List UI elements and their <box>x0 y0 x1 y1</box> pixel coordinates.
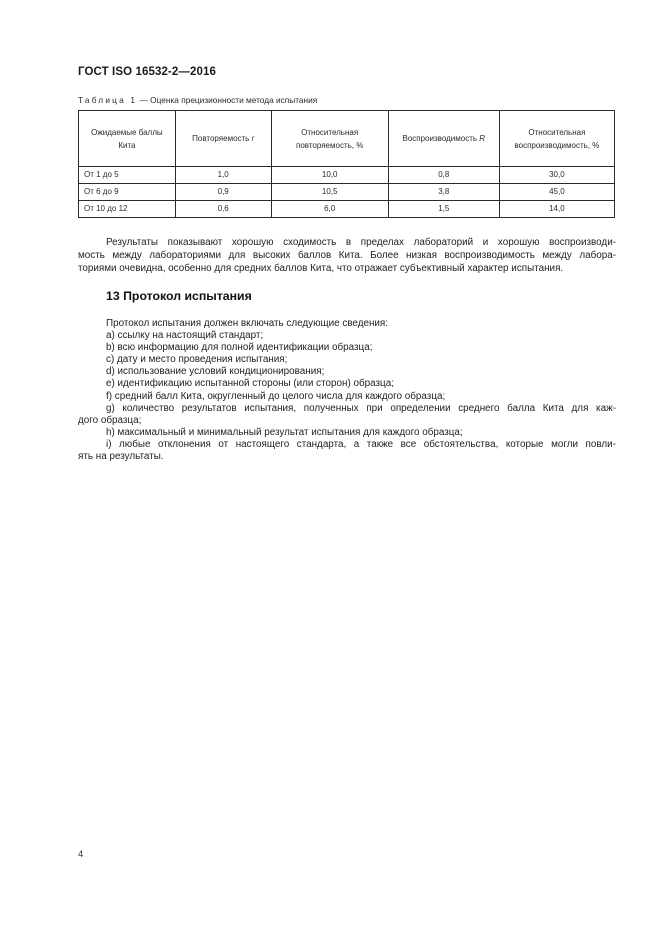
table-row <box>79 184 615 201</box>
table-cell: От 1 до 5 <box>79 167 176 184</box>
list-item: g) количество результатов испытания, полученных при определении среднего балла Кита для каж- <box>106 402 616 414</box>
list-item: f) средний балл Кита, округленный до целого числа для каждого образца; <box>106 390 446 402</box>
table-header-row <box>79 111 615 167</box>
list-item-continuation: ять на результаты. <box>78 451 164 463</box>
list-item: h) максимальный и минимальный результат испытания для каждого образца; <box>106 426 463 438</box>
table-cell: 0,6 <box>175 201 271 218</box>
list-item: i) любые отклонения от настоящего стандарта, а также все обстоятельства, которые могли повли- <box>106 438 616 450</box>
table-cell: 1,5 <box>388 201 499 218</box>
paragraph-line: Результаты показывают хорошую сходимость в пределах лабораторий и хорошую воспроизводи- <box>106 237 616 248</box>
report-requirements-list <box>78 318 616 463</box>
header-reproducibility: Воспроизводимость R <box>388 111 499 167</box>
table-cell: 10,0 <box>271 167 388 184</box>
table-cell: 6,0 <box>271 201 388 218</box>
section-heading: 13 Протокол испытания <box>106 289 252 303</box>
document-code: ГОСТ ISO 16532-2—2016 <box>78 66 216 78</box>
table-row <box>79 167 615 184</box>
table-cell: 1,0 <box>175 167 271 184</box>
header-repeatability: Повторяемость r <box>175 111 271 167</box>
paragraph-line: ториями очевидна, особенно для средних баллов Кита, что отражает субъективный характер испытания. <box>78 263 564 275</box>
list-item: b) всю информацию для полной идентификации образца; <box>106 342 373 354</box>
table-cell: От 6 до 9 <box>79 184 176 201</box>
table-cell: 10,5 <box>271 184 388 201</box>
table-cell: От 10 до 12 <box>79 201 176 218</box>
list-item: a) ссылку на настоящий стандарт; <box>106 330 264 342</box>
table-cell: 3,8 <box>388 184 499 201</box>
list-item: c) дату и место проведения испытания; <box>106 354 288 366</box>
table-cell: 0,8 <box>388 167 499 184</box>
list-item-continuation: дого образца; <box>78 414 142 426</box>
header-expected-scores: Ожидаемые баллы Кита <box>79 111 176 167</box>
list-item: d) использование условий кондиционирования; <box>106 366 325 378</box>
table-caption <box>78 95 317 105</box>
results-paragraph <box>78 236 616 275</box>
precision-table <box>78 110 615 218</box>
table-row <box>79 201 615 218</box>
table-caption-title: — Оценка прецизионности метода испытания <box>137 95 318 105</box>
paragraph-line: мость между лабораториями для высоких баллов Кита. Более низкая воспроизводимость между лабора- <box>78 250 616 262</box>
table-cell: 45,0 <box>499 184 614 201</box>
page-number: 4 <box>78 849 84 860</box>
list-intro: Протокол испытания должен включать следующие сведения: <box>106 318 389 329</box>
header-relative-repeatability: Относительная повторяемость, % <box>271 111 388 167</box>
table-caption-label: Таблица 1 <box>78 95 138 105</box>
header-relative-reproducibility: Относительная воспроизводимость, % <box>499 111 614 167</box>
table-cell: 30,0 <box>499 167 614 184</box>
table-cell: 14,0 <box>499 201 614 218</box>
list-item: e) идентификацию испытанной стороны (или сторон) образца; <box>106 378 394 390</box>
table-cell: 0,9 <box>175 184 271 201</box>
